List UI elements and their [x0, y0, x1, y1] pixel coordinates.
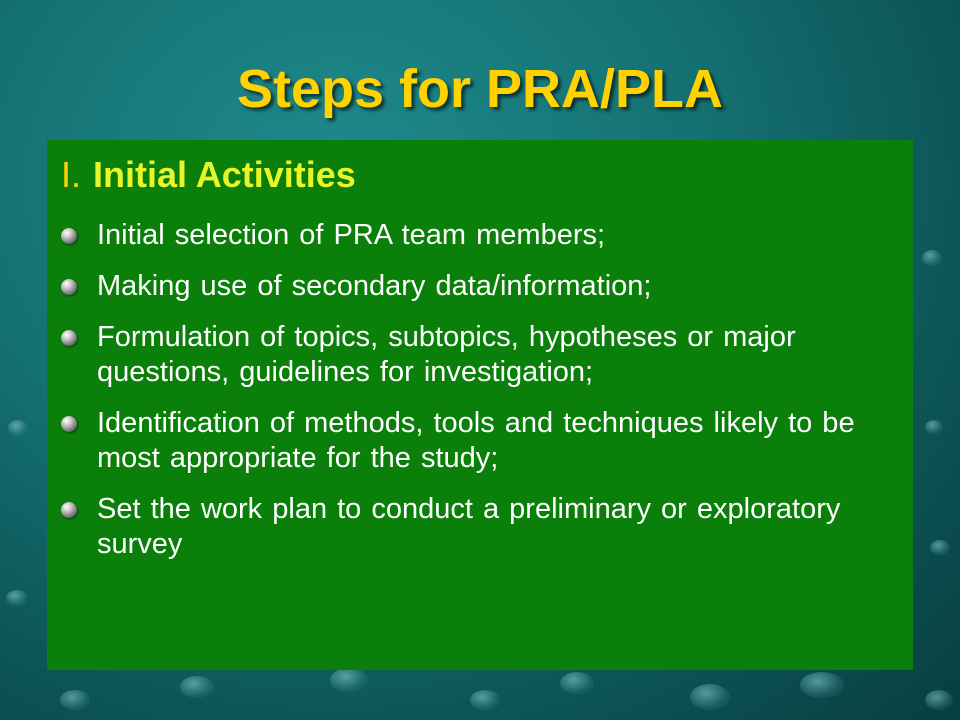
list-item-text: Making use of secondary data/information;	[97, 270, 652, 302]
background-bubble	[60, 690, 90, 710]
list-item-text: Initial selection of PRA team members;	[97, 219, 606, 251]
list-item-text: Formulation of topics, subtopics, hypotheses or major questions, guidelines for investigation;	[97, 321, 796, 388]
section-number: I.	[61, 154, 82, 195]
background-bubble	[560, 672, 594, 694]
section-heading	[61, 154, 356, 196]
background-bubble	[690, 684, 730, 710]
list-item-text: Set the work plan to conduct a preliminary or exploratory survey	[97, 493, 841, 560]
list-item	[61, 406, 901, 476]
list-item	[61, 320, 901, 390]
background-bubble	[800, 672, 844, 698]
bullet-icon	[61, 502, 77, 518]
background-bubble	[8, 420, 28, 436]
background-bubble	[925, 690, 953, 710]
content-panel	[47, 140, 913, 670]
background-bubble	[930, 540, 950, 555]
list-item	[61, 218, 901, 253]
bullet-icon	[61, 330, 77, 346]
slide-title: Steps for PRA/PLA	[236, 59, 724, 119]
background-bubble	[925, 420, 943, 434]
list-item	[61, 269, 901, 304]
section-title: Initial Activities	[93, 154, 356, 195]
list-item-text: Identification of methods, tools and techniques likely to be most appropriate for the study;	[97, 407, 855, 474]
background-bubble	[180, 676, 214, 698]
bullet-list	[61, 218, 901, 578]
background-bubble	[330, 668, 368, 692]
bullet-icon	[61, 228, 77, 244]
list-item	[61, 492, 901, 562]
bullet-icon	[61, 416, 77, 432]
background-bubble	[6, 590, 28, 606]
background-bubble	[470, 690, 500, 710]
background-bubble	[922, 250, 942, 266]
bullet-icon	[61, 279, 77, 295]
